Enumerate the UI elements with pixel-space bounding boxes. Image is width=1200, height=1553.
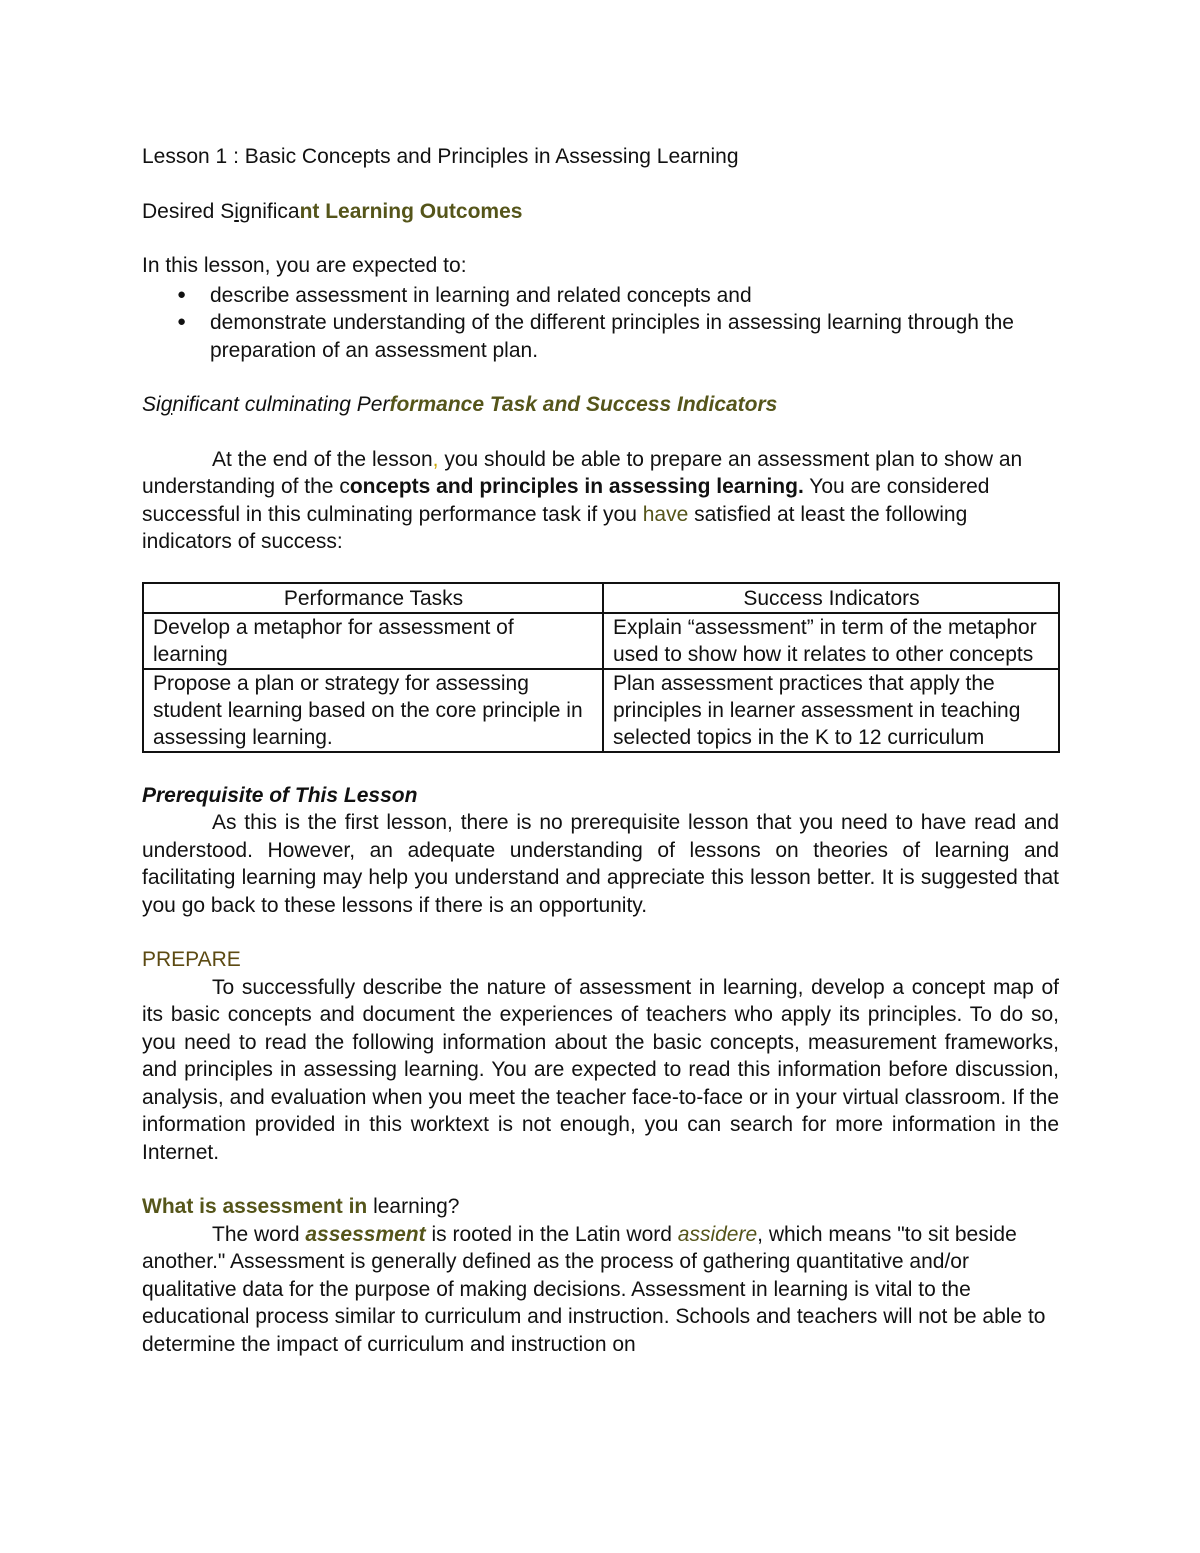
task-heading-bold: formance Task and Success Indicators <box>389 393 778 416</box>
table-header-performance-tasks: Performance Tasks <box>143 583 603 613</box>
task-para-part-3: You are considered successful in this culminating performance task if you <box>142 475 990 526</box>
task-heading-underlined-char: g <box>160 393 173 416</box>
what-heading-rest: learning? <box>367 1195 460 1218</box>
objectives-intro: In this lesson, you are expected to: <box>142 254 467 277</box>
task-paragraph <box>142 446 1059 556</box>
task-para-part-4: satisfied at least the following indicators of success: <box>142 502 968 553</box>
task-para-comma: , <box>432 447 439 471</box>
prerequisite-heading: Prerequisite of This Lesson <box>142 783 418 807</box>
prepare-heading: PREPARE <box>142 948 241 971</box>
what-para-part-1: The word <box>212 1222 306 1246</box>
outcomes-heading-underlined-char: i <box>234 199 239 223</box>
table-cell-indicator: Explain “assessment” in term of the metaphor used to show how it relates to other concepts <box>603 613 1059 669</box>
task-para-have: have <box>642 502 689 526</box>
what-is-assessment-paragraph <box>142 1221 1059 1359</box>
objective-item: ● describe assessment in learning and related concepts and <box>210 282 1059 310</box>
performance-table <box>142 582 1060 753</box>
table-header-success-indicators: Success Indicators <box>603 583 1059 613</box>
table-cell-task: Develop a metaphor for assessment of learning <box>143 613 603 669</box>
task-para-part-2: you should be able to prepare an assessment plan to show an understanding of the c <box>142 447 1023 498</box>
table-header-row <box>143 583 1059 613</box>
task-para-bold: oncepts and principles in assessing learning. <box>349 475 804 498</box>
outcomes-heading <box>142 198 1059 226</box>
table-row <box>143 669 1059 752</box>
what-is-assessment-heading <box>142 1193 1059 1221</box>
what-heading-bold: What is assessment in <box>142 1195 368 1218</box>
task-heading-part-b: nificant culminating Per <box>172 393 390 416</box>
prepare-paragraph: To successfully describe the nature of assessment in learning, develop a concept map of its basic concepts and document the experiences of teachers who apply its principles. To do so, you need to read the following information about the basic concepts, measurement frameworks, and principles in assessing learning. You are expected to read this information before discussion, analysis, and evaluation when you meet the teacher face-to-face or in your virtual classroom. If the information provided in this worktext is not enough, you can search for more information in the Internet. <box>142 975 1059 1164</box>
what-para-part-2: is rooted in the Latin word <box>425 1222 678 1246</box>
what-para-term: assessment <box>305 1222 426 1246</box>
task-heading-part-a: Si <box>142 393 161 416</box>
table-row <box>143 613 1059 669</box>
outcomes-heading-part-b: gnifica <box>238 199 300 223</box>
table-cell-indicator: Plan assessment practices that apply the principles in learner assessment in teaching selected topics in the K to 12 curriculum <box>603 669 1059 752</box>
task-para-part-1: At the end of the lesson <box>212 447 433 471</box>
prerequisite-paragraph: As this is the first lesson, there is no prerequisite lesson that you need to have read and understood. However, an adequate understanding of lessons on theories of learning and facilitating learning may help you understand and appreciate this lesson better. It is suggested that you go back to these lessons if there is an opportunity. <box>142 811 1059 917</box>
objectives-list <box>142 282 1059 365</box>
lesson-title: Lesson 1 : Basic Concepts and Principles in Assessing Learning <box>142 145 739 168</box>
objective-item: ● demonstrate understanding of the different principles in assessing learning through the preparation of an assessment plan. <box>210 309 1059 364</box>
outcomes-heading-part-a: Desired S <box>142 199 235 223</box>
what-para-part-3: , which means "to sit beside another." Assessment is generally defined as the process of gathering quantitative and/or qualitative data for the purpose of making decisions. Assessment in learning is vital to the educational process similar to curriculum and instruction. Schools and teachers will not be able to determine the impact of curriculum and instruction on <box>142 1222 1046 1356</box>
what-para-latin: assidere <box>677 1222 758 1246</box>
task-heading <box>142 391 1059 419</box>
outcomes-heading-bold: nt Learning Outcomes <box>299 199 523 223</box>
table-cell-task: Propose a plan or strategy for assessing student learning based on the core principle in assessing learning. <box>143 669 603 752</box>
